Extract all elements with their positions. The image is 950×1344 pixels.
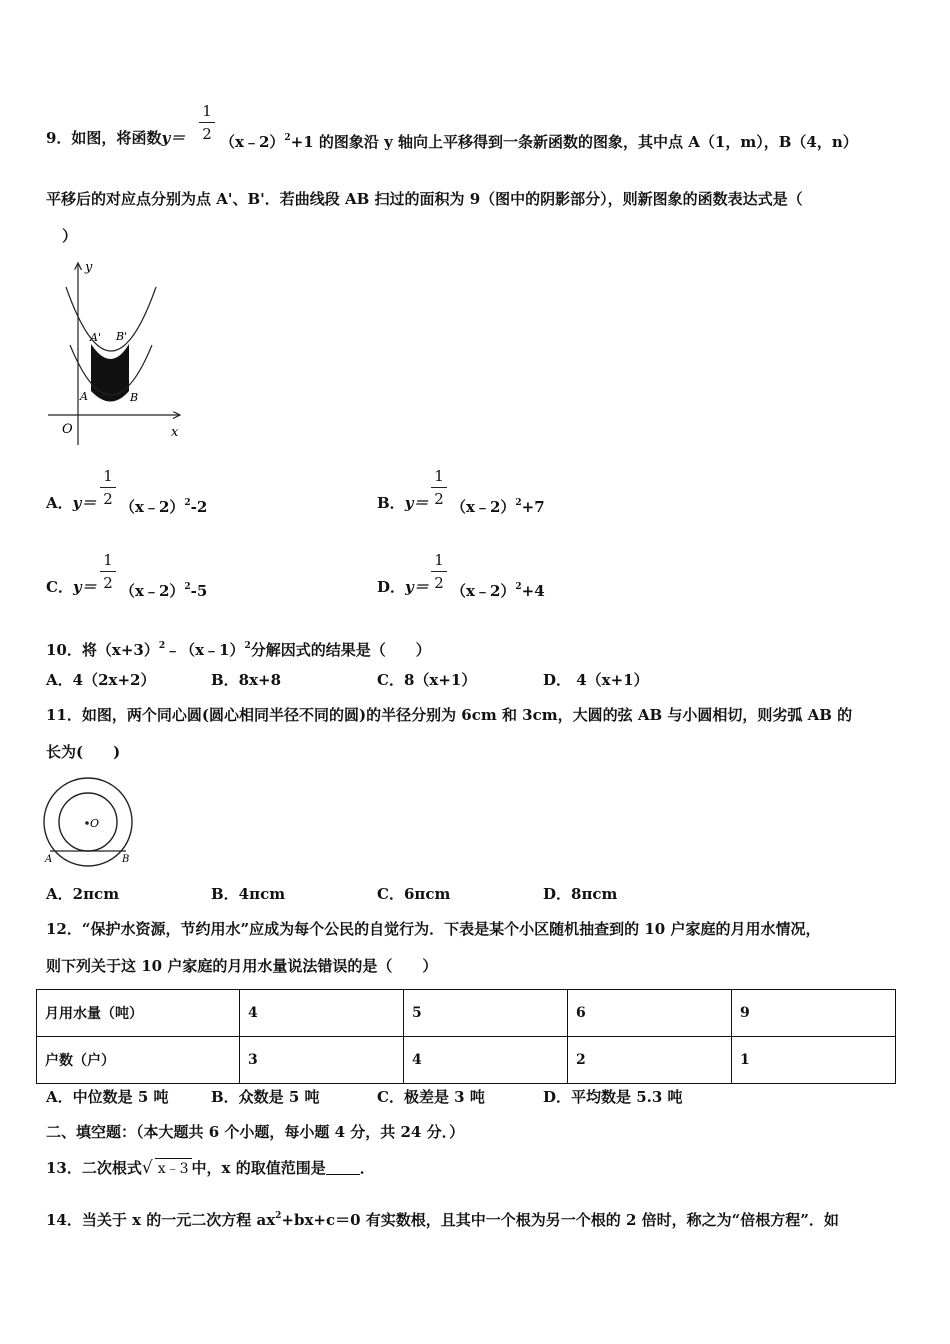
- q9-option-b-rest: [451, 493, 545, 517]
- option-tail: +4: [521, 582, 545, 600]
- option-y: y＝: [72, 494, 97, 512]
- option-expr: （x﹣2）: [451, 498, 516, 516]
- q14-line: [46, 1206, 839, 1230]
- table-cell: 4: [240, 990, 404, 1037]
- label-b-prime: B': [116, 330, 128, 343]
- q9-option-d-rest: [451, 577, 545, 601]
- q14-part-a: 14．当关于 x 的一元二次方程 ax: [46, 1211, 276, 1229]
- table-row: [37, 1037, 896, 1084]
- label-b: B: [130, 391, 139, 404]
- frac-den: 2: [103, 490, 113, 508]
- option-y: y＝: [72, 578, 97, 596]
- q9-option-c: [46, 577, 97, 597]
- q10-part-c: 分解因式的结果是（ ）: [250, 641, 431, 659]
- label-o: O: [62, 422, 73, 437]
- q13-radicand: x﹣3: [155, 1158, 192, 1179]
- q9-line2: 平移后的对应点分别为点 A'、B'．若曲线段 AB 扫过的面积为 9（图中的阴影部分），则新图象的函数表达式是（: [46, 190, 803, 208]
- option-exp: 2: [515, 498, 522, 508]
- label-a-prime: A': [90, 331, 101, 344]
- option-exp: 2: [515, 582, 522, 592]
- q9-frac-num: 1: [202, 102, 212, 120]
- q9-option-a-frac: [100, 467, 116, 508]
- q10-part-b: ﹣（x﹣1）: [165, 641, 245, 659]
- option-label: D．: [377, 578, 406, 596]
- q9-fraction: [199, 102, 215, 143]
- q13-end: ．: [359, 1159, 375, 1177]
- shaded-region: [91, 344, 129, 402]
- q12-line1: 12．“保护水资源，节约用水”应成为每个公民的自觉行为．下表是某个小区随机抽查到的 10 户家庭的月用水情况，: [46, 920, 821, 938]
- table-cell: 4: [404, 1037, 568, 1084]
- q9-exp: 2: [284, 133, 291, 143]
- option-exp: 2: [184, 582, 191, 592]
- q9-y-eq: y＝: [161, 129, 186, 147]
- shifted-parabola: [66, 287, 156, 351]
- center-dot: [85, 821, 89, 825]
- option-y: y＝: [405, 578, 429, 596]
- q9-line1: [46, 128, 185, 148]
- table-cell: 5: [404, 990, 568, 1037]
- q9-option-a-rest: [120, 493, 207, 517]
- q9-option-b-frac: [431, 467, 447, 508]
- frac-den: 2: [434, 490, 444, 508]
- q9-line3: ）: [62, 227, 78, 245]
- option-tail: -2: [190, 498, 208, 516]
- q14-exp: 2: [275, 1211, 282, 1221]
- q12-line2: 则下列关于这 10 户家庭的月用水量说法错误的是（ ）: [46, 957, 438, 975]
- option-expr: （x﹣2）: [120, 582, 185, 600]
- frac-den: 2: [434, 574, 444, 592]
- q9-option-c-rest: [120, 577, 207, 601]
- q13-suffix: 中，x 的取值范围是: [191, 1159, 326, 1177]
- q11-line2: 长为( ): [46, 743, 121, 761]
- option-label: C．: [46, 578, 73, 596]
- option-expr: （x﹣2）: [451, 582, 516, 600]
- option-label: A．: [46, 494, 73, 512]
- q12-option-a: A．中位数是 5 吨: [46, 1088, 169, 1106]
- q9-parabola-figure: [40, 255, 190, 450]
- q11-option-c: C．6πcm: [377, 885, 451, 903]
- q9-option-b: [377, 493, 428, 513]
- q10-option-b: B．8x+8: [211, 671, 282, 689]
- frac-den: 2: [103, 574, 113, 592]
- q14-part-b: +bx+c＝0 有实数根，且其中一个根为另一个根的 2 倍时，称之为“倍根方程”．如: [281, 1211, 839, 1229]
- q13-prefix: 13．二次根式: [46, 1159, 142, 1177]
- frac-num: 1: [434, 467, 444, 485]
- q10-exp2: 2: [244, 641, 251, 651]
- table-cell: 户数（户）: [37, 1037, 240, 1084]
- option-label: B．: [377, 494, 405, 512]
- q9-option-d-frac: [431, 551, 447, 592]
- label-o: O: [90, 817, 100, 830]
- q12-option-c: C．极差是 3 吨: [377, 1088, 485, 1106]
- q10-option-a: A．4（2x+2）: [46, 671, 156, 689]
- table-cell: 2: [568, 1037, 732, 1084]
- option-tail: -5: [190, 582, 208, 600]
- q9-tail: +1 的图象沿 y 轴向上平移得到一条新函数的图象，其中点 A（1，m），B（4，n）: [290, 133, 858, 151]
- frac-num: 1: [434, 551, 444, 569]
- q10-option-c: C．8（x+1）: [377, 671, 477, 689]
- option-tail: +7: [521, 498, 545, 516]
- frac-num: 1: [103, 467, 113, 485]
- table-cell: 6: [568, 990, 732, 1037]
- q10-exp1: 2: [158, 641, 166, 651]
- q9-option-d: [377, 577, 429, 597]
- answer-blank[interactable]: [326, 1160, 360, 1175]
- q9-option-a: [46, 493, 96, 513]
- q9-line1-rest: [220, 128, 858, 152]
- label-b: B: [122, 854, 130, 865]
- option-expr: （x﹣2）: [120, 498, 185, 516]
- option-y: y＝: [404, 494, 429, 512]
- q13-line: [46, 1158, 375, 1179]
- q11-circles-figure: [40, 776, 140, 868]
- table-cell: 月用水量（吨）: [37, 990, 240, 1037]
- sqrt-sign-icon: √: [141, 1158, 153, 1178]
- frac-num: 1: [103, 551, 113, 569]
- table-cell: 9: [732, 990, 896, 1037]
- label-a: A: [45, 854, 53, 865]
- q12-option-d: D．平均数是 5.3 吨: [543, 1088, 683, 1106]
- label-y: y: [85, 260, 93, 275]
- q10-part-a: 10．将（x+3）: [46, 641, 159, 659]
- label-a: A: [80, 390, 88, 403]
- q9-expr: （x﹣2）: [220, 133, 285, 151]
- q9-frac-den: 2: [202, 125, 212, 143]
- q11-option-b: B．4πcm: [211, 885, 286, 903]
- option-exp: 2: [184, 498, 191, 508]
- table-row: [37, 990, 896, 1037]
- q10-option-d: D． 4（x+1）: [543, 671, 649, 689]
- q10-stem: [46, 636, 431, 660]
- section-heading: 二、填空题：（本大题共 6 个小题，每小题 4 分，共 24 分．）: [46, 1123, 465, 1141]
- q11-line1: 11．如图，两个同心圆(圆心相同半径不同的圆)的半径分别为 6cm 和 3cm，大圆的弦 AB 与小圆相切，则劣弧 AB 的: [46, 706, 853, 724]
- q9-prefix: 9．如图，将函数: [46, 129, 162, 147]
- q11-option-d: D．8πcm: [543, 885, 618, 903]
- table-cell: 1: [732, 1037, 896, 1084]
- table-cell: 3: [240, 1037, 404, 1084]
- q9-option-c-frac: [100, 551, 116, 592]
- label-x: x: [171, 425, 179, 440]
- q11-option-a: A．2πcm: [46, 885, 120, 903]
- q12-option-b: B．众数是 5 吨: [211, 1088, 320, 1106]
- water-usage-table: [36, 989, 896, 1084]
